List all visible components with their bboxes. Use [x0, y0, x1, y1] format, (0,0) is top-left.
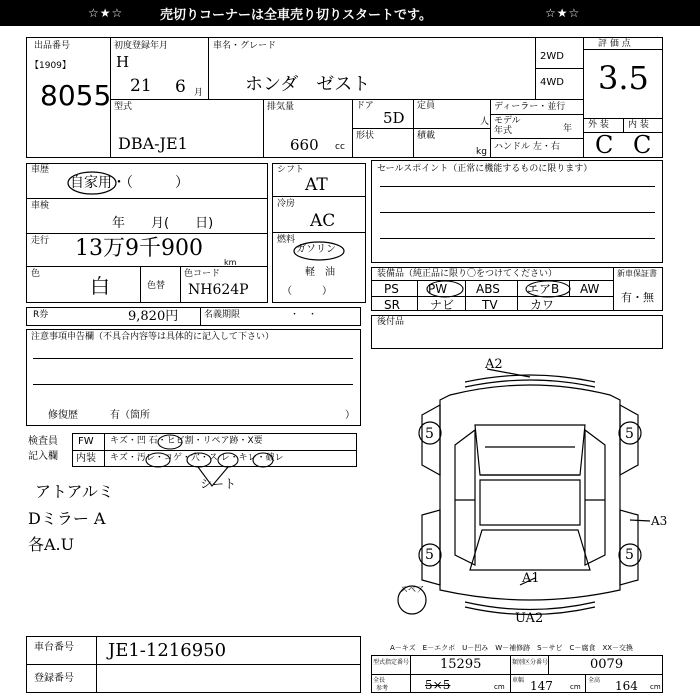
repair-label: 修復歴: [48, 410, 78, 421]
exterior-label: 外 装: [588, 120, 609, 130]
banner-stars-right: ☆★☆: [545, 6, 581, 20]
reg-month: 6: [175, 77, 186, 97]
new-reg-label: 新車保証書: [617, 269, 657, 278]
equip-airbag: エアB: [527, 282, 560, 296]
width-unit: cm: [570, 683, 581, 691]
color-code: NH624P: [188, 282, 249, 298]
fw-items: キズ・凹 石・ヒビ割・リペア跡・X要: [110, 436, 263, 446]
inspection-label: 車検: [31, 201, 50, 211]
reg-year: 21: [130, 76, 152, 96]
spare-label: スペア: [400, 585, 424, 594]
equip-ps: PS: [384, 282, 399, 296]
type-no-label: 型式指定番号: [373, 659, 410, 666]
fuel-circle: [292, 240, 346, 262]
equip-sr: SR: [384, 298, 400, 312]
model-label: 型式: [114, 102, 133, 112]
width-label: 車幅: [512, 677, 525, 684]
diagram-label-ua2: UA2: [515, 611, 544, 626]
km-unit: km: [224, 258, 237, 267]
diagram-label-front-right-tire: 5: [625, 426, 634, 442]
type-no-value: 15295: [440, 657, 482, 672]
capacity-unit: 人: [480, 117, 490, 127]
note-line-2: Dミラー A: [28, 509, 106, 528]
diagram-label-a3: A3: [651, 514, 668, 528]
displacement-value: 660: [290, 136, 319, 154]
class-no-label: 類別区分番号: [512, 659, 549, 666]
damage-legend: A－キズ E－エクボ U－凹み W－補修跡 S－サビ C－腐食 XX－交換: [390, 644, 634, 652]
interior-label: 内 装: [628, 120, 649, 130]
drive-2wd: 2WD: [540, 51, 564, 62]
equip-leather: カワ: [530, 298, 555, 312]
color-tone-label: 色替: [147, 281, 166, 291]
chassis-label: 車台番号: [34, 642, 74, 653]
aircon-value: AC: [310, 211, 336, 231]
diagram-label-rear-left-tire: 5: [425, 547, 434, 563]
car-damage-diagram: [380, 355, 680, 630]
load-label: 積載: [417, 131, 436, 141]
history-value: 自家用・（ ）: [70, 175, 189, 191]
shift-value: AT: [305, 175, 328, 195]
first-reg-label: 初度登録年月: [114, 41, 169, 51]
inspector-label-2: 記入欄: [28, 451, 58, 462]
banner-stars-left: ☆★☆: [88, 6, 124, 20]
banner-message: 売切りコーナーは全車売り切りスタートです。: [160, 7, 432, 23]
interior-items: キズ・汚レ・コゲ・穴・ス レ・キレ・破レ: [110, 453, 284, 463]
length-label: 全長: [373, 677, 386, 684]
aircon-label: 冷房: [277, 199, 296, 209]
afterfit-box: [371, 315, 663, 349]
history-label: 車歴: [31, 165, 50, 175]
height-value: 164: [615, 679, 638, 693]
diagram-label-rear-right-tire: 5: [625, 547, 634, 563]
displacement-label: 排気量: [267, 102, 295, 112]
note-line-3: 各A.U: [28, 535, 75, 554]
reg-era: H: [116, 53, 130, 71]
new-reg-value: 有・無: [621, 291, 654, 304]
equip-tv: TV: [482, 298, 498, 312]
top-banner: [0, 0, 700, 26]
width-value: 147: [530, 679, 553, 693]
diagram-label-front-left-tire: 5: [425, 426, 434, 442]
recycle-label: R券: [33, 310, 49, 320]
cc-unit: cc: [335, 142, 345, 152]
color-code-label: 色コード: [184, 269, 221, 279]
lot-number: 8055: [40, 79, 112, 112]
interior-grade: C: [633, 131, 652, 159]
inspection-value: 年 月( 日): [112, 216, 214, 231]
ref-label: 参考: [376, 685, 389, 692]
height-label: 全高: [588, 677, 601, 684]
drive-4wd: 4WD: [540, 77, 564, 88]
inspector-label-1: 検査員: [28, 436, 58, 447]
exterior-grade: C: [595, 131, 614, 159]
meigi-value: ・ ・: [290, 310, 318, 320]
car-name-label: 車名・グレード: [213, 41, 277, 51]
fuel-alt: 軽 油: [305, 267, 335, 278]
lot-code: 【1909】: [30, 61, 71, 71]
year-unit: 年: [563, 124, 573, 134]
recycle-value: 9,820円: [128, 309, 179, 324]
fw-label: FW: [78, 436, 94, 447]
equipment-circles: [418, 274, 618, 312]
diagram-label-a1: A1: [522, 571, 540, 586]
note-line-1: アトアルミ: [35, 482, 114, 501]
car-name: ホンダ ゼスト: [245, 74, 371, 95]
shape-label: 形状: [356, 131, 375, 141]
handle-label: ハンドル 左・右: [494, 142, 560, 152]
class-no-value: 0079: [590, 657, 624, 672]
struck-value: 5×5: [425, 678, 451, 692]
color-value: 白: [90, 274, 110, 298]
inspector-annotation: シート: [200, 477, 237, 491]
lot-label: 出品番号: [34, 41, 71, 51]
score-value: 3.5: [598, 59, 649, 97]
equip-abs: ABS: [476, 282, 500, 296]
equip-pw: PW: [428, 282, 448, 296]
model-value: DBA-JE1: [118, 134, 188, 153]
fuel-label: 燃料: [277, 235, 296, 245]
equip-navi: ナビ: [430, 298, 455, 312]
reg-number-label: 登録番号: [34, 673, 74, 684]
score-label: 評 価 点: [598, 39, 631, 49]
model-year-label: モデル 年式: [494, 116, 521, 136]
color-label: 色: [31, 269, 41, 279]
height-unit: cm: [650, 683, 661, 691]
doors-value: 5D: [383, 109, 405, 127]
notes-title: 注意事項申告欄（不具合内容等は具体的に記入して下さい）: [31, 332, 275, 342]
equipment-title: 装備品（純正品に限り〇をつけてください）: [377, 269, 558, 279]
diagram-label-a2: A2: [485, 357, 503, 372]
repair-value: 有（箇所: [110, 410, 150, 421]
history-circle: [66, 170, 118, 196]
fuel-paren: （ ）: [282, 286, 332, 297]
chassis-value: JE1-1216950: [108, 640, 227, 661]
length-unit: cm: [494, 683, 505, 691]
mileage-label: 走行: [31, 236, 50, 246]
repair-close: ）: [345, 410, 355, 421]
meigi-label: 名義期限: [204, 310, 241, 320]
equip-aw: AW: [580, 282, 600, 296]
interior-check-label: 内装: [76, 453, 96, 464]
sales-point-title: セールスポイント（正常に機能するものに限ります）: [377, 164, 593, 174]
afterfit-label: 後付品: [377, 317, 405, 327]
shift-label: シフト: [277, 165, 305, 175]
kg-unit: kg: [476, 147, 487, 157]
dealer-label: ディーラー・並行: [494, 102, 566, 112]
doors-label: ドア: [356, 101, 374, 111]
mileage-value: 13万9千900: [75, 236, 203, 261]
month-suffix: 月: [194, 88, 204, 98]
fuel-value: ガソリン: [296, 244, 336, 255]
capacity-label: 定員: [417, 101, 436, 111]
